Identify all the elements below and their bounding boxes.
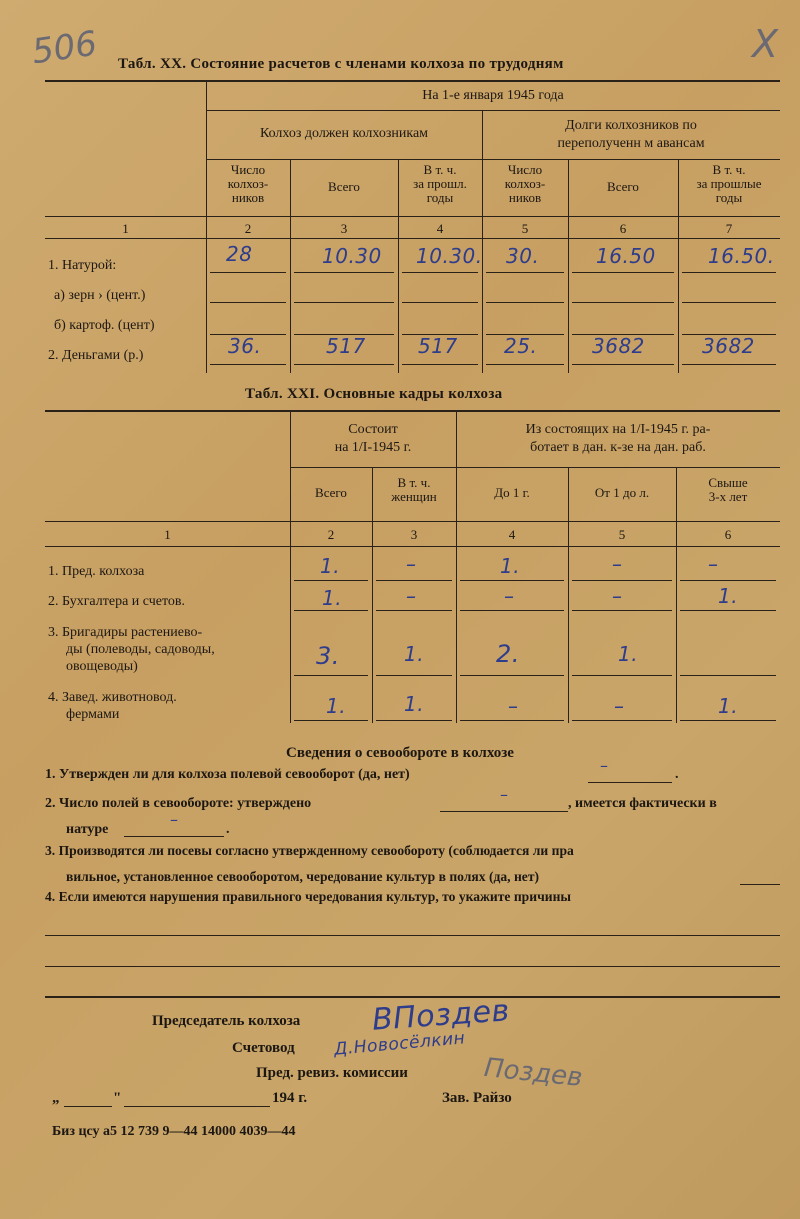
t20-r4-c6: 3682 [592, 334, 645, 358]
table20-row-label: 2. Деньгами (р.) [48, 348, 144, 363]
table20-colnum: 3 [340, 221, 348, 236]
q2c-period: . [226, 822, 230, 837]
table21-colnum: 5 [618, 527, 626, 542]
chairman-label: Председатель колхоза [152, 1013, 301, 1029]
table20-group1-header: Колхоз должен колхозникам [259, 126, 429, 141]
rotation-q2a: 2. Число полей в севообороте: утверждено [45, 796, 312, 811]
table21-row-label-multiline: 3. Бригадиры растениево- ды (полеводы, садоводы, овощеводы) [48, 625, 215, 674]
t20-r4-c7: 3682 [702, 334, 755, 358]
table20-rule [206, 110, 780, 111]
t21-r4-c6: 1. [718, 694, 739, 718]
table20-sub-total: Всего [328, 179, 360, 194]
q1-answer-line [588, 782, 672, 783]
q4-answer-line [45, 935, 780, 936]
t20-r1-c2: 28 [226, 242, 253, 266]
t21-r3-c3: 1. [404, 642, 425, 666]
q3-answer-line [740, 884, 780, 885]
cell-underline [460, 720, 564, 721]
table20-sub-prev1: В т. ч. за прошл. годы [413, 162, 467, 205]
page-number-annotation: 506 [29, 23, 100, 73]
q4-answer-line [45, 966, 780, 967]
t21-r3-c5: 1. [618, 642, 639, 666]
cell-underline [486, 364, 564, 365]
cell-underline [294, 610, 368, 611]
table21-row-label-multiline: 4. Завед. животновод. фермами [48, 690, 177, 722]
table20-sub-count2: Число колхоз- ников [504, 162, 546, 205]
table20-sub-total2: Всего [607, 179, 639, 194]
table21-vline [290, 411, 291, 723]
t20-r1-c5: 30. [506, 244, 540, 268]
rotation-title: Сведения о севообороте в колхозе [286, 745, 514, 761]
t21-r1-c4: 1. [500, 554, 521, 578]
table20-title: Табл. XX. Состояние расчетов с членами колхоза по трудодням [118, 56, 564, 72]
table20-top-rule [45, 80, 780, 82]
table20-colnum: 2 [244, 221, 252, 236]
cell-underline [680, 675, 776, 676]
cell-underline [486, 272, 564, 273]
cell-underline [294, 675, 368, 676]
table21-rule [290, 467, 780, 468]
t20-r4-c3: 517 [326, 334, 366, 358]
cell-underline [572, 610, 672, 611]
table20-group2-line2: переполученн м авансам [557, 136, 705, 151]
accountant-signature: Д.Новосёлкин [333, 1028, 467, 1060]
cell-underline [294, 364, 394, 365]
date-prefix: „ [52, 1090, 60, 1106]
q1-answer: – [600, 756, 609, 775]
table21-sub-women: В т. ч. женщин [391, 475, 437, 504]
raizo-label: Зав. Райзо [442, 1090, 512, 1106]
cell-underline [682, 302, 776, 303]
table21-rule [45, 546, 780, 547]
t21-r2-c6: 1. [718, 584, 739, 608]
corner-check-mark: X [752, 22, 779, 66]
table21-group1-line1: Состоит [348, 422, 398, 437]
t21-r4-c3: 1. [404, 692, 425, 716]
t21-r4-c4: – [508, 694, 519, 718]
t21-r2-c2: 1. [322, 586, 343, 610]
t20-r1-c4: 10.30. [416, 244, 483, 268]
table21-row-label: 2. Бухгалтера и счетов. [48, 594, 186, 609]
cell-underline [572, 364, 674, 365]
cell-underline [210, 302, 286, 303]
table21-group2-line1: Из состоящих на 1/I-1945 г. ра- [525, 422, 711, 437]
cell-underline [460, 580, 564, 581]
cell-underline [572, 580, 672, 581]
cell-underline [572, 675, 672, 676]
table20-row-label: б) картоф. (цент) [54, 318, 155, 333]
audit-label: Пред. ревиз. комиссии [256, 1065, 408, 1081]
table20-rule [45, 216, 780, 217]
table20-group2-line1: Долги колхозников по [565, 118, 697, 133]
date-year: 194 г. [272, 1090, 308, 1106]
t21-r1-c6: – [708, 552, 719, 576]
table20-row-label: а) зерн › (цент.) [54, 288, 146, 303]
t20-r4-c2: 36. [228, 334, 262, 358]
print-footer: Биз цсу а5 12 739 9—44 14000 4039—44 [52, 1124, 296, 1139]
t21-r3-c2: 3. [316, 642, 340, 670]
q2-answer-line [440, 811, 568, 812]
cell-underline [376, 720, 452, 721]
rotation-q3a: 3. Производятся ли посевы согласно утвержденному севообороту (соблюдается ли пра [45, 843, 574, 858]
table21-colnum: 3 [410, 527, 418, 542]
cell-underline [376, 580, 452, 581]
section-bottom-rule [45, 996, 780, 998]
cell-underline [402, 272, 478, 273]
rotation-q3b: вильное, установленное севооборотом, чередование культур в полях (да, нет) [66, 869, 540, 884]
t20-r4-c5: 25. [504, 334, 538, 358]
cell-underline [294, 580, 368, 581]
cell-underline [572, 272, 674, 273]
t21-r2-c5: – [612, 584, 623, 608]
table21-colnum: 2 [327, 527, 335, 542]
table21-sub-y1: До 1 г. [494, 485, 530, 500]
date-month-line [124, 1106, 270, 1107]
audit-signature: Поздев [482, 1052, 584, 1094]
q2c-answer: – [170, 810, 179, 829]
table21-sub-y2: От 1 до л. [594, 485, 650, 500]
q2-answer: – [500, 785, 509, 804]
t21-r2-c4: – [504, 584, 515, 608]
table20-colnum: 4 [436, 221, 444, 236]
table20-rule [45, 238, 780, 239]
table20-colnum: 1 [122, 221, 129, 236]
table21-title: Табл. XXI. Основные кадры колхоза [245, 386, 503, 402]
cell-underline [376, 610, 452, 611]
t21-r3-c4: 2. [496, 640, 520, 668]
table20-row-label: 1. Натурой: [48, 258, 117, 273]
t20-r1-c6: 16.50 [596, 244, 656, 268]
cell-underline [682, 272, 776, 273]
cell-underline [572, 302, 674, 303]
table20-sub-count: Число колхоз- ников [227, 162, 269, 205]
cell-underline [294, 720, 368, 721]
table20-colnum: 5 [521, 221, 529, 236]
date-mid: " [113, 1090, 122, 1106]
cell-underline [682, 364, 776, 365]
table21-vline [372, 468, 373, 723]
table21-vline [568, 468, 569, 723]
table20-colnum: 6 [619, 221, 627, 236]
cell-underline [294, 272, 394, 273]
rotation-q4: 4. Если имеются нарушения правильного чередования культур, то укажите причины [45, 889, 572, 904]
cell-underline [486, 302, 564, 303]
table20-sub-prev2: В т. ч. за прошлые годы [696, 162, 762, 205]
accountant-label: Счетовод [232, 1040, 295, 1056]
cell-underline [572, 720, 672, 721]
t21-r1-c3: – [406, 552, 417, 576]
table21-sub-y3: Свыше 3-х лет [708, 475, 748, 504]
table21-group1-line2: на 1/I-1945 г. [334, 440, 412, 455]
t20-r1-c3: 10.30 [322, 244, 382, 268]
date-day-line [64, 1106, 112, 1107]
cell-underline [210, 272, 286, 273]
table21-top-rule [45, 410, 780, 412]
chairman-signature: ВПоздев [370, 993, 511, 1038]
table20-rule [206, 159, 780, 160]
cell-underline [680, 580, 776, 581]
table20-colnum: 7 [725, 221, 733, 236]
table21-sub-total: Всего [315, 485, 347, 500]
q1-period: . [675, 767, 679, 782]
cell-underline [294, 302, 394, 303]
t21-r2-c3: – [406, 584, 417, 608]
cell-underline [402, 364, 478, 365]
t21-r4-c5: – [614, 694, 625, 718]
cell-underline [402, 302, 478, 303]
table21-group2-line2: ботает в дан. к-зе на дан. раб. [530, 440, 706, 455]
cell-underline [376, 675, 452, 676]
t21-r1-c5: – [612, 552, 623, 576]
cell-underline [460, 610, 564, 611]
t20-r4-c4: 517 [418, 334, 458, 358]
table21-rule [45, 521, 780, 522]
table21-row-label: 1. Пред. колхоза [48, 564, 145, 579]
cell-underline [680, 720, 776, 721]
table21-colnum: 1 [164, 527, 171, 542]
q2c-answer-line [124, 836, 224, 837]
table21-colnum: 4 [508, 527, 516, 542]
cell-underline [210, 364, 286, 365]
cell-underline [460, 675, 564, 676]
t20-r1-c7: 16.50. [708, 244, 775, 268]
cell-underline [680, 610, 776, 611]
rotation-q1: 1. Утвержден ли для колхоза полевой севооборот (да, нет) [45, 767, 410, 782]
table20-date-header: На 1-е января 1945 года [422, 88, 564, 103]
table21-colnum: 6 [724, 527, 732, 542]
t21-r1-c2: 1. [320, 554, 341, 578]
table21-vline [676, 468, 677, 723]
t21-r4-c2: 1. [326, 694, 347, 718]
rotation-q2b: , имеется фактически в [568, 796, 717, 811]
rotation-q2c: натуре [66, 822, 109, 837]
table21-vline [456, 411, 457, 723]
